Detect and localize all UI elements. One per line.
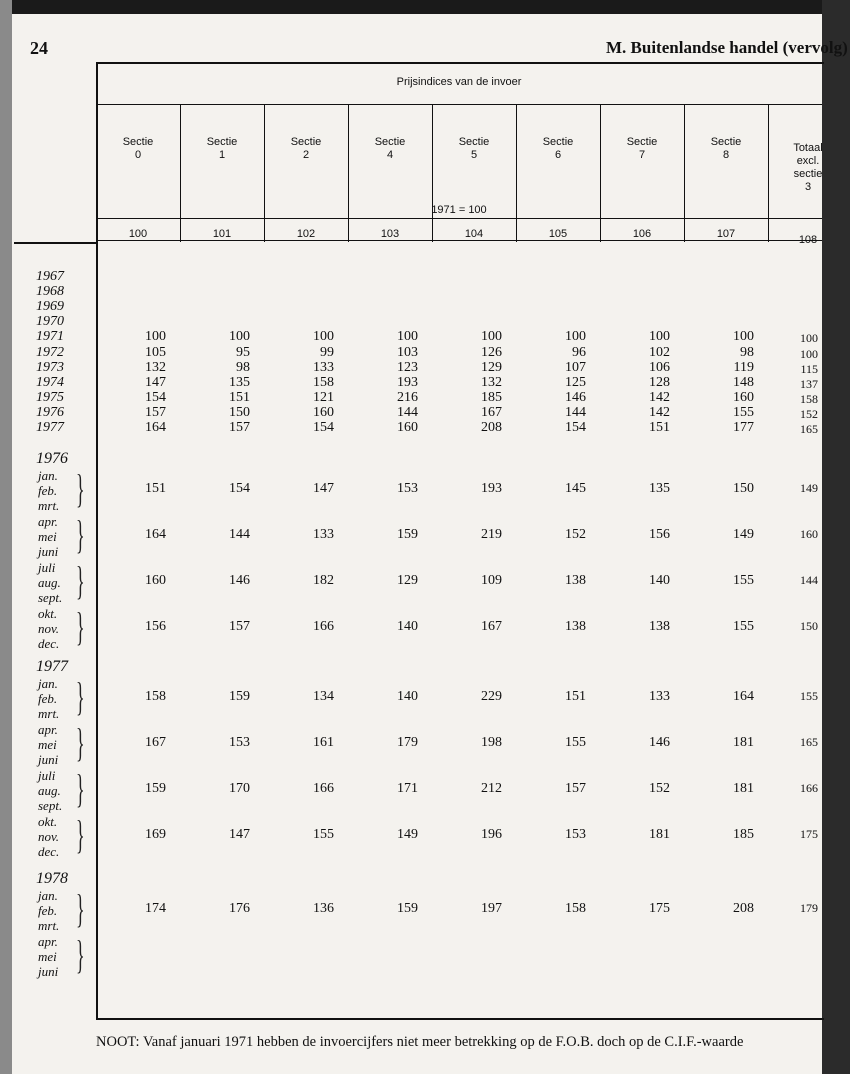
quarter-brace: } [76,766,85,811]
month-label: juli [38,768,56,783]
month-label: feb. [38,483,58,498]
column-code: 102 [296,228,316,240]
month-label: nov. [38,621,60,636]
section-header-line: Sectie [290,136,322,148]
table-cell: 176 [229,901,250,916]
section-header-line: 5 [470,149,478,161]
month-label: nov. [38,829,60,844]
table-cell: 133 [313,359,334,375]
year-label: 1967 [36,269,64,284]
table-cell: 125 [565,374,586,390]
year-label: 1974 [36,374,64,390]
table-cell: 155 [733,619,754,634]
section-header-line: Sectie [626,136,658,148]
section-header-line: Totaal [793,142,823,154]
table-cell: 219 [481,527,502,542]
column-code: 107 [716,228,736,240]
header-rule [96,104,822,105]
month-label: apr. [38,722,58,737]
table-cell: 145 [565,481,586,496]
table-cell: 140 [397,619,418,634]
month-label: juni [38,544,59,559]
column-code: 106 [632,228,652,240]
table-cell: 100 [800,346,818,361]
table-cell: 153 [397,481,418,496]
table-cell: 100 [800,331,818,346]
section-header-8 [773,142,843,194]
table-cell: 166 [313,781,334,796]
column-code: 104 [464,228,484,240]
column-divider [348,104,349,242]
section-header-line: sectie [793,168,823,180]
table-cell: 107 [565,359,586,375]
month-label: sept. [38,590,63,605]
base-year: 1971 = 100 [431,204,487,216]
year-label: 1976 [36,404,64,420]
table-cell: 164 [145,527,166,542]
table-cell: 198 [481,735,502,750]
table-cell: 100 [481,329,502,345]
column-code: 105 [548,228,568,240]
month-label: juni [38,752,59,767]
column-divider [768,104,769,242]
table-cell: 157 [229,619,250,634]
table-cell: 154 [145,389,166,405]
table-cell: 175 [800,827,818,841]
section-header-line: 6 [554,149,562,161]
table-cell: 154 [229,481,250,496]
table-cell: 155 [313,827,334,842]
table-cell: 150 [800,619,818,633]
table-cell: 154 [565,420,586,435]
table-cell: 177 [733,420,754,435]
table-cell: 147 [145,374,166,390]
table-cell: 115 [800,361,818,376]
table-title: Prijsindices van de invoer [396,76,522,88]
header-rule [96,240,822,241]
table-cell: 174 [145,901,166,916]
table-cell: 181 [649,827,670,842]
table-cell: 134 [313,689,334,704]
table-cell: 160 [800,527,818,541]
table-cell: 170 [229,781,250,796]
month-label: aug. [38,783,61,798]
section-header-0 [103,136,173,162]
year-label: 1977 [36,420,64,435]
table-cell: 165 [800,735,818,749]
table-cell: 135 [649,481,670,496]
year-label: 1968 [36,284,64,300]
section-header-6 [607,136,677,162]
table-cell: 138 [649,619,670,634]
section-header-line: Sectie [374,136,406,148]
table-cell: 155 [733,573,754,588]
section-header-line: 8 [722,149,730,161]
table-cell: 167 [145,735,166,750]
month-label: feb. [38,903,58,918]
year-label: 1972 [36,344,64,360]
table-cell: 119 [733,359,754,375]
table-cell: 150 [229,404,250,420]
section-header-line: Sectie [542,136,574,148]
year-label: 1975 [36,389,64,405]
table-cell: 109 [481,573,502,588]
table-cell: 159 [145,781,166,796]
section-header-1 [187,136,257,162]
table-cell: 179 [397,735,418,750]
table-cell: 160 [733,389,754,405]
year-label: 1970 [36,314,64,330]
table-cell: 216 [397,389,418,405]
table-cell: 95 [236,344,250,360]
table-cell: 140 [397,689,418,704]
month-label: mei [38,737,57,752]
table-cell: 151 [565,689,586,704]
table-cell: 149 [733,527,754,542]
table-cell: 151 [229,389,250,405]
section-header-line: 7 [638,149,646,161]
table-cell: 150 [733,481,754,496]
page-number: 24 [30,38,48,58]
table-cell: 133 [649,689,670,704]
year-label: 1973 [36,359,64,375]
table-cell: 144 [800,573,818,587]
table-cell: 149 [800,481,818,495]
table-cell: 164 [145,420,166,435]
section-header-5 [523,136,593,162]
table-cell: 149 [397,827,418,842]
scan-edge-left [0,0,12,1074]
table-cell: 160 [145,573,166,588]
table-cell: 98 [236,359,250,375]
table-cell: 99 [320,344,334,360]
table-cell: 136 [313,901,334,916]
section-header-line: Sectie [206,136,238,148]
table-cell: 158 [800,391,818,406]
table-cell: 166 [313,619,334,634]
quarter-brace: } [76,932,85,977]
table-cell: 146 [649,735,670,750]
month-label: mei [38,529,57,544]
table-cell: 152 [649,781,670,796]
quarter-brace: } [76,720,85,765]
month-label: apr. [38,514,58,529]
table-cell: 100 [229,329,250,345]
table-cell: 137 [800,376,818,391]
month-label: feb. [38,691,58,706]
table-cell: 156 [649,527,670,542]
month-label: aug. [38,575,61,590]
month-label: jan. [38,676,58,691]
stub-rule [14,242,96,244]
year-label: 1969 [36,299,64,315]
quarter-brace: } [76,604,85,649]
table-cell: 158 [313,374,334,390]
table-cell: 140 [649,573,670,588]
table-cell: 159 [397,527,418,542]
table-cell: 152 [800,406,818,421]
column-divider [600,104,601,242]
section-header-line: 2 [302,149,310,161]
table-cell: 185 [481,389,502,405]
section-header-line: 0 [134,149,142,161]
table-cell: 157 [229,420,250,435]
table-cell: 129 [397,573,418,588]
table-cell: 144 [397,404,418,420]
table-cell: 159 [397,901,418,916]
table-cell: 156 [145,619,166,634]
table-cell: 128 [649,374,670,390]
month-label: juni [38,964,59,979]
table-cell: 100 [145,329,166,345]
column-divider [516,104,517,242]
column-code: 103 [380,228,400,240]
table-cell: 132 [145,359,166,375]
running-head: M. Buitenlandse handel (vervolg) [606,38,848,57]
table-cell: 179 [800,901,818,915]
section-header-line: excl. [796,155,820,167]
table-cell: 100 [733,329,754,345]
table-cell: 165 [800,422,818,436]
table-cell: 152 [565,527,586,542]
table-cell: 100 [565,329,586,345]
table-cell: 123 [397,359,418,375]
table-cell: 155 [565,735,586,750]
section-header-line: Sectie [122,136,154,148]
section-header-3 [355,136,425,162]
table-cell: 144 [229,527,250,542]
table-cell: 161 [313,735,334,750]
table-cell: 146 [565,389,586,405]
quarter-brace: } [76,466,85,511]
quarter-brace: } [76,674,85,719]
scan-edge-top [0,0,850,14]
column-code: 108 [798,234,818,246]
table-cell: 142 [649,404,670,420]
month-label: okt. [38,814,58,829]
section-header-line: Sectie [710,136,742,148]
section-header-line: 1 [218,149,226,161]
table-cell: 182 [313,573,334,588]
quarter-brace: } [76,886,85,931]
table-cell: 159 [229,689,250,704]
month-label: mei [38,949,57,964]
table-cell: 153 [565,827,586,842]
month-label: mrt. [38,706,60,721]
column-code: 100 [128,228,148,240]
table-cell: 98 [740,344,754,360]
table-cell: 167 [481,619,502,634]
section-header-2 [271,136,341,162]
table-cell: 96 [572,344,586,360]
month-label: mrt. [38,498,60,513]
table-cell: 142 [649,389,670,405]
table-cell: 193 [397,374,418,390]
table-cell: 158 [145,689,166,704]
month-label: dec. [38,636,60,651]
table-cell: 102 [649,344,670,360]
month-label: juli [38,560,56,575]
table-cell: 135 [229,374,250,390]
table-cell: 167 [481,404,502,420]
table-cell: 171 [397,781,418,796]
table-cell: 100 [649,329,670,345]
column-divider [432,104,433,242]
table-cell: 100 [397,329,418,345]
table-cell: 197 [481,901,502,916]
table-cell: 138 [565,573,586,588]
month-label: dec. [38,844,60,859]
table-cell: 154 [313,420,334,435]
table-cell: 164 [733,689,754,704]
month-label: jan. [38,468,58,483]
column-divider [684,104,685,242]
month-label: okt. [38,606,58,621]
table-cell: 105 [145,344,166,360]
year-heading: 1976 [36,450,68,467]
section-header-line: 4 [386,149,394,161]
month-label: sept. [38,798,63,813]
table-cell: 166 [800,781,818,795]
table-cell: 121 [313,389,334,405]
section-header-line: Sectie [458,136,490,148]
month-label: apr. [38,934,58,949]
table-cell: 160 [313,404,334,420]
section-header-7 [691,136,761,162]
quarter-brace: } [76,558,85,603]
table-cell: 133 [313,527,334,542]
year-heading: 1977 [36,658,68,675]
quarter-brace: } [76,812,85,857]
column-code: 101 [212,228,232,240]
table-cell: 100 [313,329,334,345]
table-cell: 144 [565,404,586,420]
year-label: 1971 [36,329,64,345]
table-cell: 132 [481,374,502,390]
table-cell: 155 [733,404,754,420]
year-heading: 1978 [36,870,68,887]
header-rule [96,218,822,219]
table-cell: 157 [565,781,586,796]
table-cell: 147 [313,481,334,496]
table-cell: 169 [145,827,166,842]
table-cell: 181 [733,735,754,750]
table-cell: 181 [733,781,754,796]
table-cell: 157 [145,404,166,420]
table-cell: 138 [565,619,586,634]
month-label: jan. [38,888,58,903]
section-header-4 [439,136,509,162]
quarter-brace: } [76,512,85,557]
table-cell: 185 [733,827,754,842]
table-cell: 153 [229,735,250,750]
table-cell: 208 [733,901,754,916]
month-label: mrt. [38,918,60,933]
table-cell: 193 [481,481,502,496]
table-cell: 129 [481,359,502,375]
table-cell: 196 [481,827,502,842]
footnote: NOOT: Vanaf januari 1971 hebben de invoercijfers niet meer betrekking op de F.O.B. doch op de C.I.F.-waarde [96,1034,744,1050]
table-cell: 151 [145,481,166,496]
table-cell: 106 [649,359,670,375]
table-cell: 212 [481,781,502,796]
table-cell: 151 [649,420,670,435]
table-cell: 146 [229,573,250,588]
table-cell: 208 [481,420,502,435]
table-cell: 160 [397,420,418,435]
section-header-line: 3 [804,181,812,193]
table-cell: 148 [733,374,754,390]
table-cell: 147 [229,827,250,842]
table-cell: 126 [481,344,502,360]
column-divider [264,104,265,242]
table-cell: 175 [649,901,670,916]
table-cell: 158 [565,901,586,916]
table-cell: 103 [397,344,418,360]
column-divider [180,104,181,242]
table-cell: 155 [800,689,818,703]
table-cell: 229 [481,689,502,704]
